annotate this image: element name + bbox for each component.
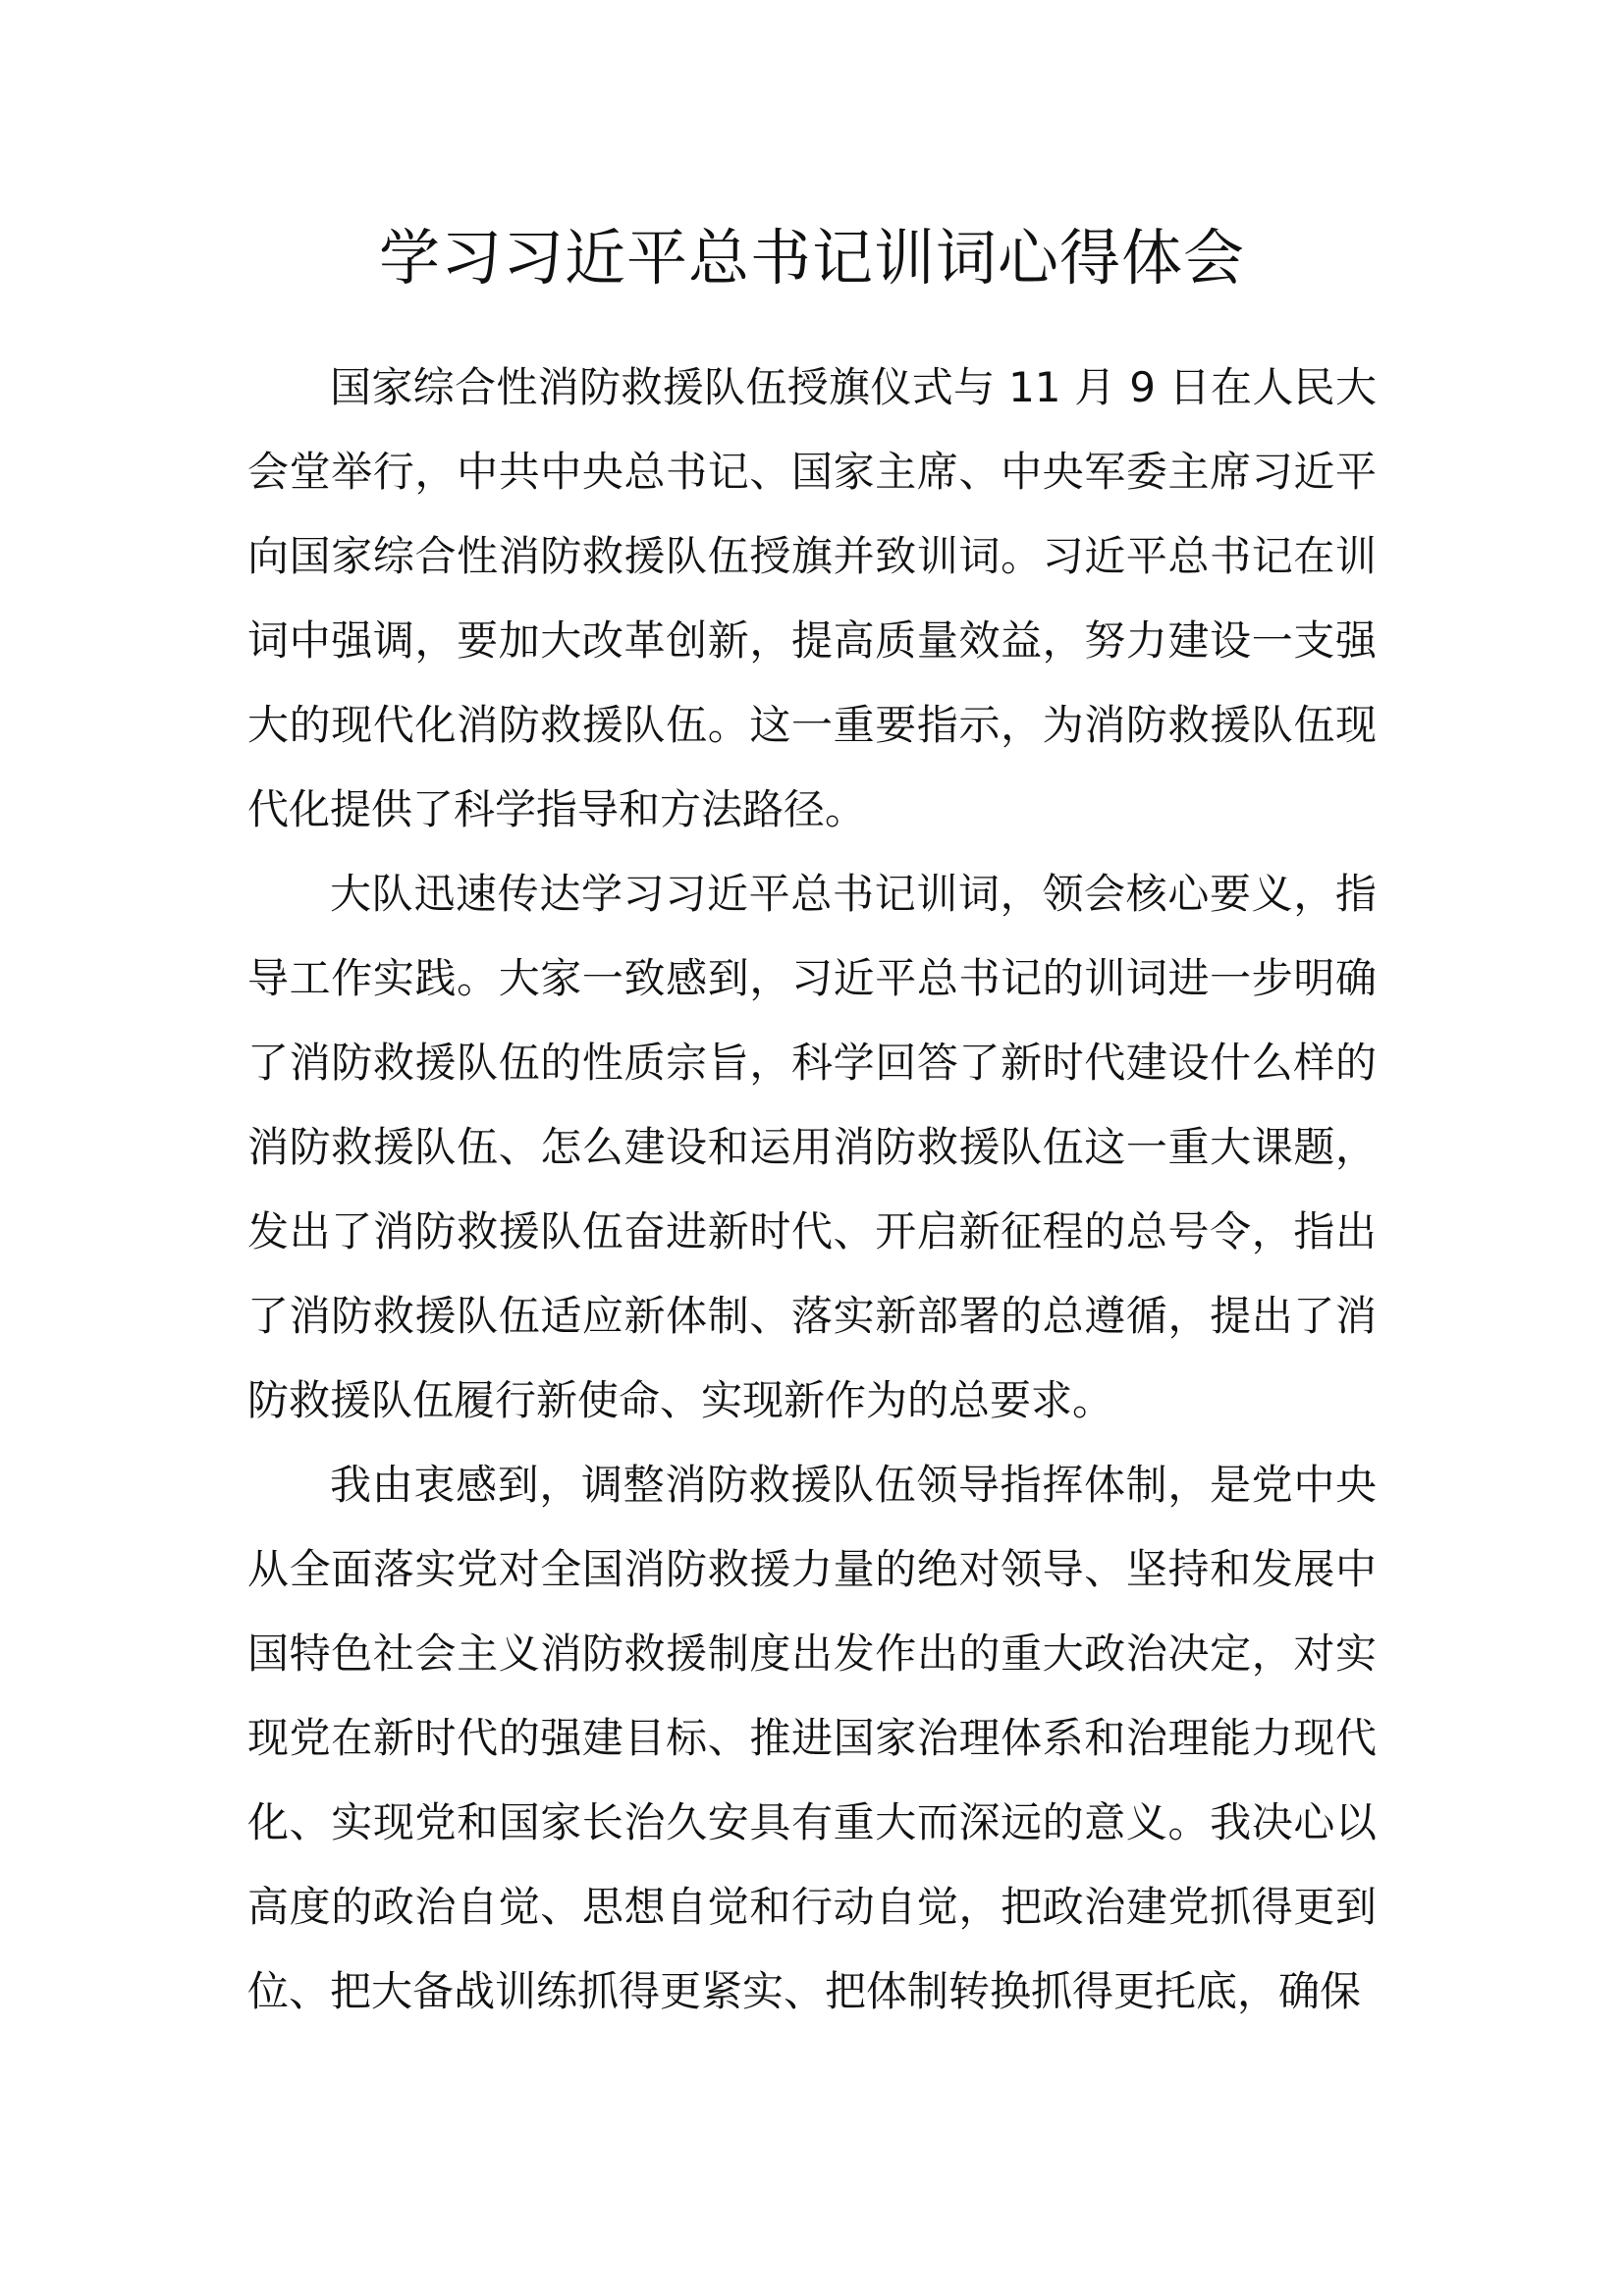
paragraph: 国家综合性消防救援队伍授旗仪式与 11 月 9 日在人民大会堂举行，中共中央总书记、国家主席、中央军委主席习近平向国家综合性消防救援队伍授旗并致训词。习近平总书记在训词中强调，要加大改革创新，提高质量效益，努力建设一支强大的现代化消防救援队伍。这一重要指示，为消防救援队伍现代化提供了科学指导和方法路径。	[247, 363, 1377, 833]
paragraph: 大队迅速传达学习习近平总书记训词，领会核心要义，指导工作实践。大家一致感到，习近平总书记的训词进一步明确了消防救援队伍的性质宗旨，科学回答了新时代建设什么样的消防救援队伍、怎么建设和运用消防救援队伍这一重大课题，发出了消防救援队伍奋进新时代、开启新征程的总号令，指出了消防救援队伍适应新体制、落实新部署的总遵循，提出了消防救援队伍履行新使命、实现新作为的总要求。	[247, 870, 1377, 1424]
document-body	[247, 346, 1377, 2034]
document-title: 学习习近平总书记训词心得体会	[378, 222, 1245, 294]
paragraph: 我由衷感到，调整消防救援队伍领导指挥体制，是党中央从全面落实党对全国消防救援力量的绝对领导、坚持和发展中国特色社会主义消防救援制度出发作出的重大政治决定，对实现党在新时代的强建目标、推进国家治理体系和治理能力现代化、实现党和国家长治久安具有重大而深远的意义。我决心以高度的政治自觉、思想自觉和行动自觉，把政治建党抓得更到位、把大备战训练抓得更紧实、把体制转换抓得更托底，确保	[247, 1461, 1377, 2015]
